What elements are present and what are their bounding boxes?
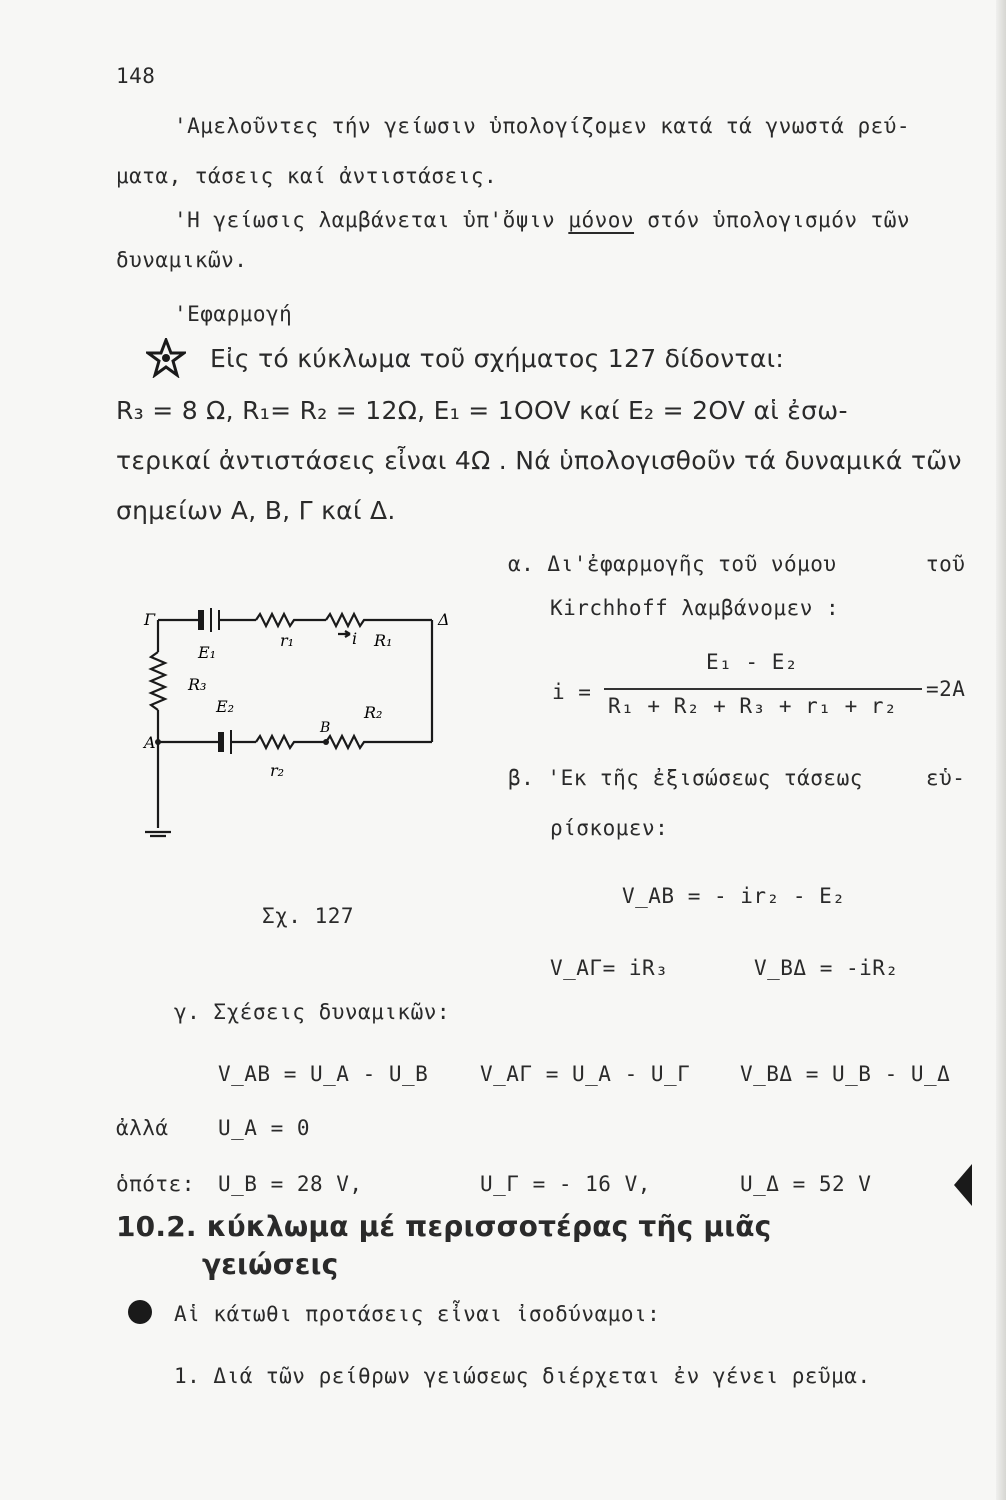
battery-e2-plate-b	[230, 730, 232, 754]
alpha-line-2: Kirchhoff λαμβάνομεν :	[550, 596, 840, 620]
figure-caption: Σχ. 127	[262, 904, 355, 928]
battery-e1-plate-c	[218, 610, 220, 630]
formula-denominator: R₁ + R₂ + R₃ + r₁ + r₂	[608, 694, 898, 718]
beta-line-1-end: εὑ-	[926, 766, 966, 790]
result-ud: U_Δ = 52 V	[740, 1172, 872, 1196]
alpha-line-1-end: τοῦ	[926, 552, 966, 576]
label-e2: E₂	[216, 697, 235, 716]
label-R1: R₁	[374, 631, 393, 650]
section-title-line-2: γειώσεις	[202, 1248, 339, 1281]
page-edge-shadow	[996, 0, 1006, 1500]
equation-vbd: V_BΔ = -iR₂	[754, 956, 899, 980]
label-r2: r₂	[270, 761, 285, 780]
relation-3: V_BΔ = U_B - U_Δ	[740, 1062, 951, 1086]
intro-line-2: ματα, τάσεις καί ἀντιστάσεις.	[116, 164, 498, 188]
battery-e1-plate-a	[198, 610, 204, 630]
beta-line-1: β. 'Εκ τῆς ἐξισώσεως τάσεως	[508, 766, 863, 790]
circuit-diagram	[140, 590, 450, 840]
label-delta: Δ	[438, 610, 450, 629]
but-label: ἀλλά	[116, 1116, 169, 1140]
margin-marker-icon	[954, 1164, 972, 1206]
label-R2: R₂	[364, 703, 383, 722]
label-b: B	[320, 720, 331, 736]
section-heading	[116, 1210, 771, 1243]
so-label: ὁπότε:	[116, 1172, 195, 1196]
label-i: i	[352, 629, 358, 648]
application-heading: 'Εφαρμογή	[174, 302, 293, 326]
gamma-line: γ. Σχέσεις δυναμικῶν:	[174, 1000, 451, 1024]
fraction-bar	[604, 688, 922, 690]
relation-1: V_AB = U_A - U_B	[218, 1062, 429, 1086]
label-a: A	[144, 733, 156, 752]
bullet-icon	[128, 1300, 152, 1324]
intro-line-3: 'Η γείωσις λαμβάνεται ὑπ'ὄψιν μόνον στόν ὑπολογισμόν τῶν	[174, 208, 911, 232]
formula-result: =2A	[926, 677, 966, 701]
bullet-line: Αἱ κάτωθι προτάσεις εἶναι ἰσοδύναμοι:	[174, 1302, 661, 1326]
label-r1: r₁	[280, 631, 295, 650]
label-rho3: R₃	[188, 675, 207, 694]
but-equation: U_A = 0	[218, 1116, 311, 1140]
application-line-4: σημείων A, B, Γ καί Δ.	[116, 496, 396, 525]
application-line-2: R₃ = 8 Ω, R₁= R₂ = 12Ω, E₁ = 1OOV καί E₂ = 2OV αἱ ἐσω-	[116, 396, 848, 425]
application-line-3: τερικαί ἀντιστάσεις εἶναι 4Ω . Νά ὑπολογισθοῦν τά δυναμικά τῶν	[116, 446, 962, 475]
label-gamma: Γ	[144, 610, 156, 629]
section-title-line-1: κύκλωμα μέ περισσοτέρας τῆς μιᾶς	[206, 1210, 772, 1243]
battery-e2-plate-a	[218, 732, 224, 752]
intro-line-1: 'Αμελοῦντες τήν γείωσιν ὑπολογίζομεν κατά τά γνωστά ρεύ-	[174, 114, 911, 138]
node-b-dot	[323, 739, 329, 745]
list-item-1: 1. Διά τῶν ρείθρων γειώσεως διέρχεται ἐν γένει ρεῦμα.	[174, 1364, 871, 1388]
page-number: 148	[116, 64, 156, 88]
star-icon	[146, 338, 186, 378]
relation-2: V_AΓ = U_A - U_Γ	[480, 1062, 691, 1086]
battery-e1-plate-b	[210, 608, 212, 632]
application-line-1: Εἰς τό κύκλωμα τοῦ σχήματος 127 δίδονται:	[210, 344, 785, 373]
equation-vab: V_AB = - ir₂ - E₂	[622, 884, 846, 908]
label-e1: E₁	[198, 643, 217, 662]
formula-i-label: i =	[552, 680, 592, 704]
formula-numerator: E₁ - E₂	[706, 650, 799, 674]
result-ug: U_Γ = - 16 V,	[480, 1172, 651, 1196]
section-number: 10.2.	[116, 1210, 197, 1243]
underlined-word: μόνον	[568, 208, 635, 232]
intro-line-4: δυναμικῶν.	[116, 248, 248, 272]
beta-line-2: ρίσκομεν:	[550, 816, 669, 840]
alpha-line-1: α. Δι'ἐφαρμογῆς τοῦ νόμου	[508, 552, 837, 576]
node-a-dot	[155, 739, 161, 745]
equation-vag: V_AΓ= iR₃	[550, 956, 669, 980]
result-ub: U_B = 28 V,	[218, 1172, 363, 1196]
